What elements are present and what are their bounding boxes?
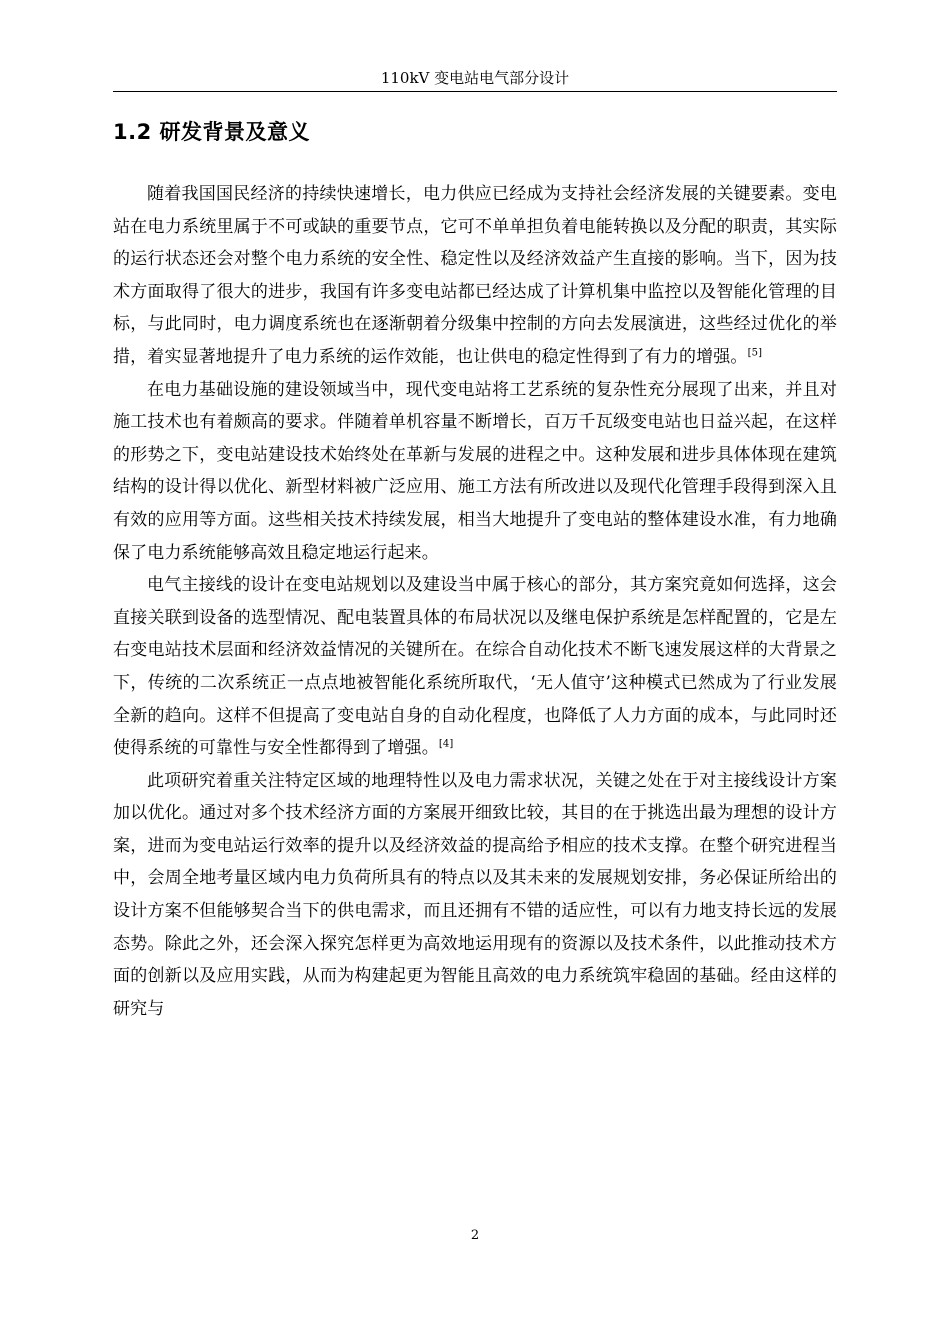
paragraph-2 [113,374,837,570]
paragraph-3 [113,569,837,765]
page-number: 2 [470,1228,480,1243]
header-rule [113,91,837,92]
paragraph-1 [113,178,837,374]
section-heading: 1.2 研发背景及意义 [113,120,311,144]
paragraph-text: 随着我国国民经济的持续快速增长，电力供应已经成为支持社会经济发展的关键要素。变电站在电力系统里属于不可或缺的重要节点，它可不单单担负着电能转换以及分配的职责，其实际的运行状态还会对整个电力系统的安全性、稳定性以及经济效益产生直接的影响。当下，因为技术方面取得了很大的进步，我国有许多变电站都已经达成了计算机集中监控以及智能化管理的目标，与此同时，电力调度系统也在逐渐朝着分级集中控制的方向去发展演进，这些经过优化的举措，着实显著地提升了电力系统的运作效能，也让供电的稳定性得到了有力的增强。 [113,184,837,367]
paragraph-text: 电气主接线的设计在变电站规划以及建设当中属于核心的部分，其方案究竟如何选择，这会直接关联到设备的选型情况、配电装置具体的布局状况以及继电保护系统是怎样配置的，它是左右变电站技术层面和经济效益情况的关键所在。在综合自动化技术不断飞速发展这样的大背景之下，传统的二次系统正一点点地被智能化系统所取代，‘无人值守’这种模式已然成为了行业发展全新的趋向。这样不但提高了变电站自身的自动化程度，也降低了人力方面的成本，与此同时还使得系统的可靠性与安全性都得到了增强。 [113,575,837,759]
citation-marker: [5] [747,347,763,359]
citation-marker: [4] [438,738,454,750]
running-header: 110kV 变电站电气部分设计 [380,69,570,87]
body-text [113,178,837,1025]
paragraph-4 [113,765,837,1026]
paragraph-text: 在电力基础设施的建设领域当中，现代变电站将工艺系统的复杂性充分展现了出来，并且对施工技术也有着颇高的要求。伴随着单机容量不断增长，百万千瓦级变电站也日益兴起，在这样的形势之下，变电站建设技术始终处在革新与发展的进程之中。这种发展和进步具体体现在建筑结构的设计得以优化、新型材料被广泛应用、施工方法有所改进以及现代化管理手段得到深入且有效的应用等方面。这些相关技术持续发展，相当大地提升了变电站的整体建设水准，有力地确保了电力系统能够高效且稳定地运行起来。 [113,379,837,563]
paragraph-text: 此项研究着重关注特定区域的地理特性以及电力需求状况，关键之处在于对主接线设计方案加以优化。通过对多个技术经济方面的方案展开细致比较，其目的在于挑选出最为理想的设计方案，进而为变电站运行效率的提升以及经济效益的提高给予相应的技术支撑。在整个研究进程当中，会周全地考量区域内电力负荷所具有的特点以及其未来的发展规划安排，务必保证所给出的设计方案不但能够契合当下的供电需求，而且还拥有不错的适应性，可以有力地支持长远的发展态势。除此之外，还会深入探究怎样更为高效地运用现有的资源以及技术条件，以此推动技术方面的创新以及应用实践，从而为构建起更为智能且高效的电力系统筑牢稳固的基础。经由这样的研究与 [113,770,837,1019]
